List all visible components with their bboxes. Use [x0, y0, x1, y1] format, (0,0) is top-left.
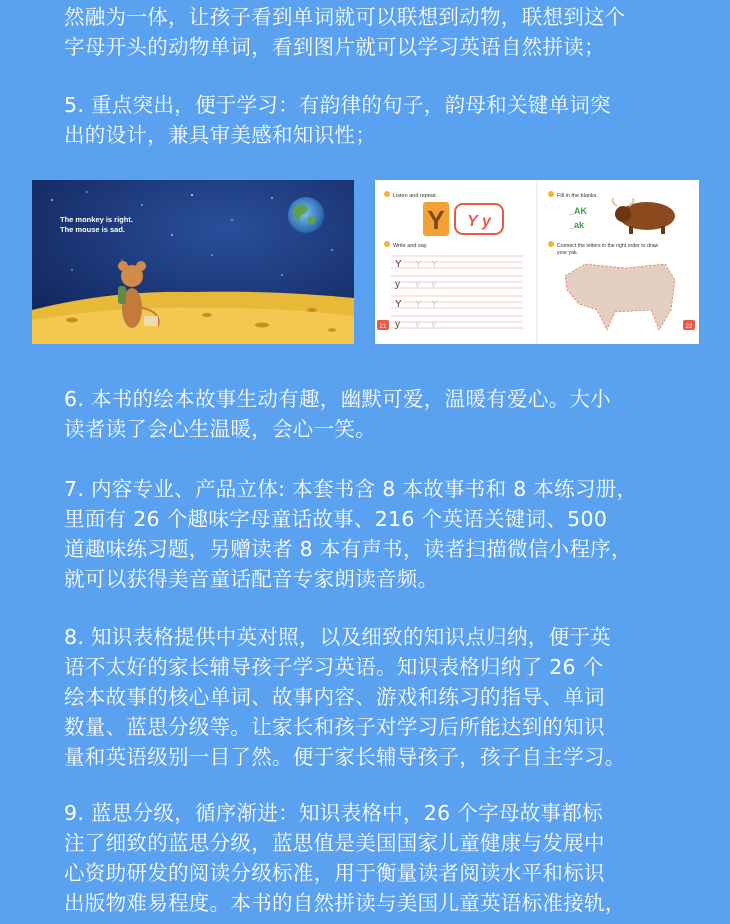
paragraph-continuation — [64, 2, 674, 62]
text-line: 7. 内容专业、产品立体: 本套书含 8 本故事书和 8 本练习册， — [64, 477, 638, 501]
paragraph-9 — [64, 798, 674, 918]
big-letter: Y — [427, 205, 445, 235]
trace-letter: y — [395, 319, 400, 330]
workbook-illustration — [375, 180, 699, 344]
fill-instruction: Fill in the blanks. — [557, 193, 598, 199]
paragraph-6 — [64, 384, 674, 444]
text-line: 9. 蓝思分级，循序渐进：知识表格中，26 个字母故事都标 — [64, 801, 603, 825]
text-line: 读者读了会心生温暖，会心一笑。 — [64, 417, 376, 441]
trace-letter: y — [415, 319, 420, 330]
text-line: 绘本故事的核心单词、故事内容、游戏和练习的指导、单词 — [64, 685, 605, 709]
trace-letter: Y — [415, 299, 422, 310]
trace-letter: Y — [431, 299, 438, 310]
paragraph-7 — [64, 474, 674, 594]
page-number-right: 22 — [685, 324, 693, 330]
text-line: 就可以获得美音童话配音专家朗读音频。 — [64, 567, 439, 591]
trace-letter: y — [431, 279, 436, 290]
paragraph-8 — [64, 622, 674, 772]
connect-instruction-2: your yak. — [557, 250, 579, 256]
trace-letter: y — [431, 319, 436, 330]
text-line: 量和英语级别一目了然。便于家长辅导孩子，孩子自主学习。 — [64, 745, 626, 769]
paragraph-5 — [64, 90, 674, 150]
text-line: 字母开头的动物单词，看到图片就可以学习英语自然拼读； — [64, 35, 605, 59]
trace-letter: y — [415, 279, 420, 290]
text-line: 5. 重点突出，便于学习：有韵律的句子，韵母和关键单词突 — [64, 93, 611, 117]
star-icon — [548, 191, 554, 197]
text-line: 然融为一体，让孩子看到单词就可以联想到动物，联想到这个 — [64, 5, 626, 29]
connect-instruction-1: Connect the letters in the right order to draw — [557, 243, 659, 249]
text-line: 6. 本书的绘本故事生动有趣，幽默可爱，温暖有爱心。大小 — [64, 387, 611, 411]
star-icon — [384, 241, 390, 247]
story-line-1: The monkey is right. — [60, 215, 133, 224]
story-line-2: The mouse is sad. — [60, 225, 126, 234]
text-line: 注了细致的蓝思分级，蓝思值是美国国家儿童健康与发展中 — [64, 831, 605, 855]
trace-letter: Y — [395, 299, 402, 310]
blank-word-lower: _ak — [569, 220, 585, 230]
text-line: 道趣味练习题，另赠读者 8 本有声书，读者扫描微信小程序， — [64, 537, 632, 561]
text-line: 语不太好的家长辅导孩子学习英语。知识表格归纳了 26 个 — [64, 655, 604, 679]
page-number-left: 21 — [379, 324, 387, 330]
story-illustration — [32, 180, 354, 344]
trace-letter: Y — [431, 259, 438, 270]
star-icon — [384, 191, 390, 197]
letter-pair: Y y — [467, 213, 491, 230]
trace-letter: Y — [415, 259, 422, 270]
text-line: 8. 知识表格提供中英对照，以及细致的知识点归纳，便于英 — [64, 625, 611, 649]
trace-letter: Y — [395, 259, 402, 270]
text-line: 数量、蓝思分级等。让家长和孩子对学习后所能达到的知识 — [64, 715, 605, 739]
trace-letter: y — [395, 279, 400, 290]
text-line: 出的设计，兼具审美感和知识性； — [64, 123, 376, 147]
write-instruction: Write and say. — [393, 243, 428, 249]
star-icon — [548, 241, 554, 247]
text-line: 心资助研发的阅读分级标准，用于衡量读者阅读水平和标识 — [64, 861, 605, 885]
blank-word-upper: _AK — [569, 206, 588, 216]
text-line: 里面有 26 个趣味字母童话故事、216 个英语关键词、500 — [64, 507, 608, 531]
listen-instruction: Listen and repeat. — [393, 193, 438, 199]
text-line: 出版物难易程度。本书的自然拼读与美国儿童英语标准接轨， — [64, 891, 626, 915]
